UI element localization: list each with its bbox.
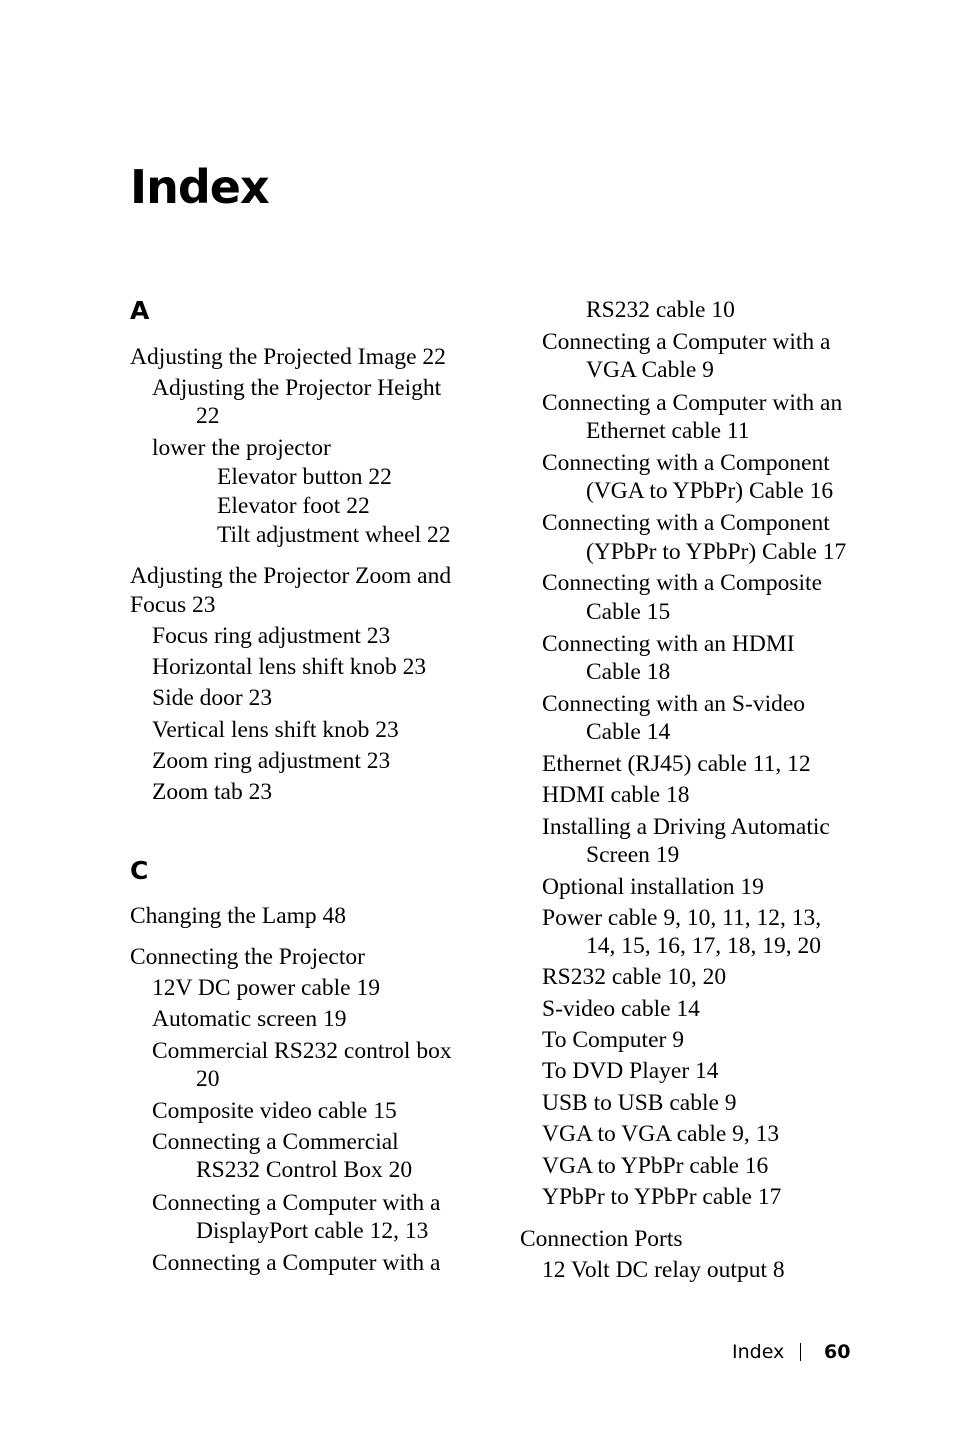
index-subentry: lower the projector bbox=[152, 435, 331, 461]
page-footer bbox=[700, 1338, 850, 1366]
index-subentry-continued: 14, 15, 16, 17, 18, 19, 20 bbox=[586, 933, 821, 959]
index-subentry: Connecting with a Composite bbox=[542, 570, 823, 596]
index-subentry: Horizontal lens shift knob 23 bbox=[152, 654, 427, 680]
footer-divider bbox=[800, 1343, 801, 1361]
index-subentry: Connecting with an S-video bbox=[542, 691, 806, 717]
index-subentry: Adjusting the Projector Height bbox=[152, 375, 442, 401]
index-subentry: Zoom ring adjustment 23 bbox=[152, 748, 391, 774]
index-subentry: USB to USB cable 9 bbox=[542, 1090, 737, 1116]
index-subentry-continued: (YPbPr to YPbPr) Cable 17 bbox=[586, 539, 847, 565]
index-entry: Adjusting the Projector Zoom and bbox=[130, 563, 452, 589]
index-subentry: 12 Volt DC relay output 8 bbox=[542, 1257, 785, 1283]
index-subsubentry: Elevator button 22 bbox=[217, 464, 392, 490]
index-subentry: HDMI cable 18 bbox=[542, 782, 690, 808]
index-subentry: Connecting with an HDMI bbox=[542, 631, 795, 657]
index-subentry: Optional installation 19 bbox=[542, 874, 764, 900]
index-subentry-continued: (VGA to YPbPr) Cable 16 bbox=[586, 478, 834, 504]
index-subentry-continued: DisplayPort cable 12, 13 bbox=[196, 1218, 429, 1244]
index-subentry-continued: Cable 18 bbox=[586, 659, 671, 685]
index-entry: Changing the Lamp 48 bbox=[130, 903, 347, 929]
index-subentry: Connecting a Computer with a bbox=[152, 1190, 441, 1216]
index-subsubentry: Tilt adjustment wheel 22 bbox=[217, 522, 451, 548]
index-subentry: Commercial RS232 control box bbox=[152, 1038, 452, 1064]
index-subentry: To Computer 9 bbox=[542, 1027, 684, 1053]
index-subentry-continued: Cable 14 bbox=[586, 719, 671, 745]
page-number: 60 bbox=[824, 1341, 851, 1363]
index-subentry: Side door 23 bbox=[152, 685, 273, 711]
index-subentry-continued: 20 bbox=[196, 1066, 220, 1092]
index-subentry: S-video cable 14 bbox=[542, 996, 700, 1022]
index-subentry: Ethernet (RJ45) cable 11, 12 bbox=[542, 751, 811, 777]
index-subentry: To DVD Player 14 bbox=[542, 1058, 719, 1084]
footer-section-label: Index bbox=[732, 1341, 785, 1363]
index-subentry: Vertical lens shift knob 23 bbox=[152, 717, 399, 743]
index-subentry-continued: Cable 15 bbox=[586, 599, 671, 625]
index-subentry-continued: RS232 Control Box 20 bbox=[196, 1157, 413, 1183]
index-entry: Connection Ports bbox=[520, 1226, 683, 1252]
page-title: Index bbox=[130, 160, 269, 214]
index-entry-continued: Focus 23 bbox=[130, 592, 216, 618]
index-entry: Connecting the Projector bbox=[130, 944, 365, 970]
index-subentry-continued: Screen 19 bbox=[586, 842, 680, 868]
index-subentry: VGA to YPbPr cable 16 bbox=[542, 1153, 769, 1179]
index-subentry: Power cable 9, 10, 11, 12, 13, bbox=[542, 905, 822, 931]
index-subentry: YPbPr to YPbPr cable 17 bbox=[542, 1184, 782, 1210]
index-subsubentry: Elevator foot 22 bbox=[217, 493, 370, 519]
index-subentry: Composite video cable 15 bbox=[152, 1098, 397, 1124]
index-subentry: Focus ring adjustment 23 bbox=[152, 623, 391, 649]
index-subentry: Connecting a Commercial bbox=[152, 1129, 399, 1155]
index-subentry: Connecting a Computer with an bbox=[542, 390, 843, 416]
index-subentry: Connecting with a Component bbox=[542, 510, 830, 536]
index-entry: Adjusting the Projected Image 22 bbox=[130, 344, 446, 370]
index-subentry-continued: RS232 cable 10 bbox=[586, 297, 735, 323]
index-subentry: Connecting with a Component bbox=[542, 450, 830, 476]
index-subentry-continued: 22 bbox=[196, 403, 220, 429]
index-subentry: Automatic screen 19 bbox=[152, 1006, 347, 1032]
index-subentry: Connecting a Computer with a bbox=[542, 329, 831, 355]
index-subentry: Installing a Driving Automatic bbox=[542, 814, 830, 840]
index-subentry: RS232 cable 10, 20 bbox=[542, 964, 727, 990]
section-letter-a: A bbox=[130, 296, 150, 325]
index-subentry: Connecting a Computer with a bbox=[152, 1250, 441, 1276]
index-subentry-continued: VGA Cable 9 bbox=[586, 357, 714, 383]
index-subentry-continued: Ethernet cable 11 bbox=[586, 418, 750, 444]
section-letter-c: C bbox=[130, 856, 149, 885]
index-subentry: Zoom tab 23 bbox=[152, 779, 273, 805]
index-subentry: VGA to VGA cable 9, 13 bbox=[542, 1121, 780, 1147]
index-subentry: 12V DC power cable 19 bbox=[152, 975, 380, 1001]
